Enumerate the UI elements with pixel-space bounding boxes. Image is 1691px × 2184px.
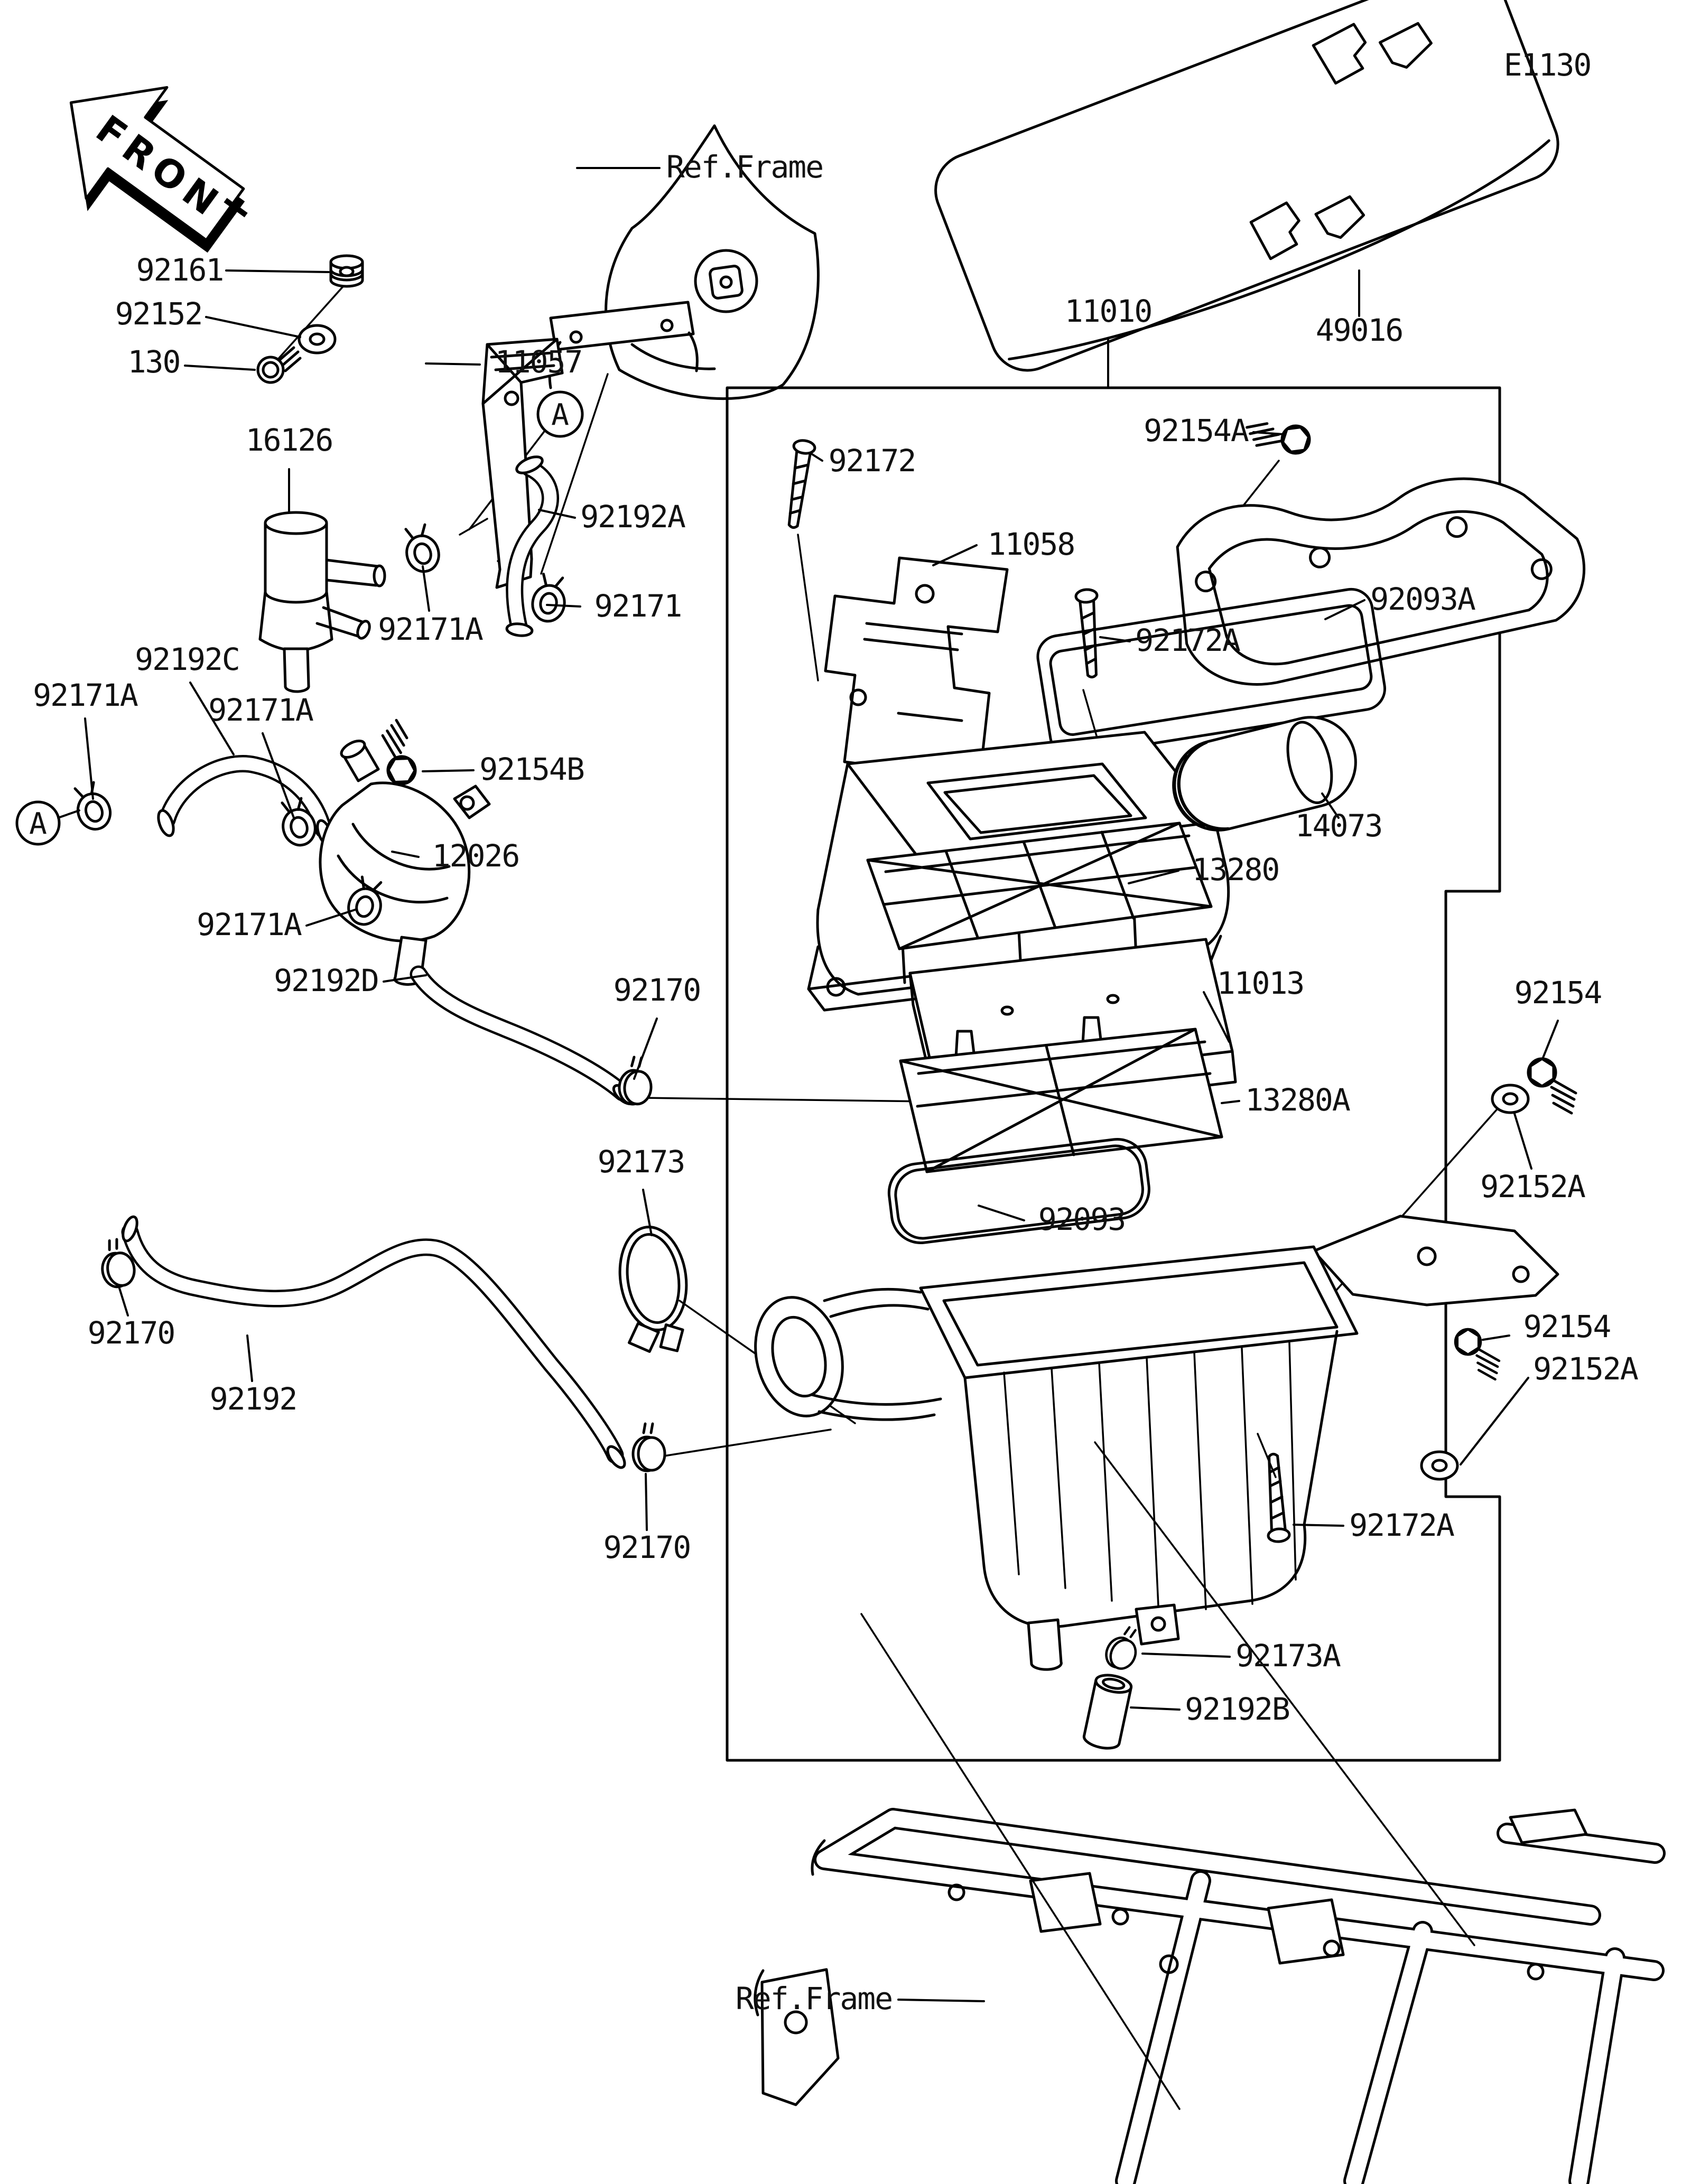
part-grommet-92152A-lower xyxy=(1421,1452,1457,1479)
part-bolt-130 xyxy=(258,348,300,382)
part-grommet-92152 xyxy=(299,325,335,353)
label-14073: 14073 xyxy=(1295,808,1382,844)
label-11057: 11057 xyxy=(495,344,582,380)
part-damper-92161 xyxy=(331,256,363,286)
label-92152A-upper: 92152A xyxy=(1480,1169,1585,1205)
part-fitting-bracket-11058 xyxy=(825,558,1007,779)
label-92093A: 92093A xyxy=(1370,581,1475,617)
part-screw-92154B xyxy=(366,718,434,789)
label-11013: 11013 xyxy=(1216,965,1304,1001)
part-element-cover xyxy=(925,0,1571,387)
label-92192C: 92192C xyxy=(135,641,239,677)
housing-arm xyxy=(1314,1216,1558,1305)
part-air-cleaner-housing xyxy=(744,1216,1558,1669)
label-13280: 13280 xyxy=(1192,852,1279,888)
part-clamp-92170-mid xyxy=(618,1056,654,1106)
valve-spigot-end2 xyxy=(355,619,371,640)
label-ref-frame-bottom: Ref.Frame xyxy=(735,1981,893,2017)
part-bolt-92154-lower xyxy=(1455,1329,1499,1379)
part-hose-92192 xyxy=(120,1215,628,1470)
label-92152: 92152 xyxy=(115,296,202,332)
housing-drain xyxy=(1028,1620,1061,1669)
housing-tab xyxy=(1136,1605,1178,1644)
label-92154-lower: 92154 xyxy=(1523,1309,1611,1345)
label-49016: 49016 xyxy=(1315,312,1403,348)
label-92192A: 92192A xyxy=(580,499,685,535)
label-92170-bottom: 92170 xyxy=(603,1529,691,1565)
label-92192D: 92192D xyxy=(274,963,378,998)
part-band-clamp-92173 xyxy=(614,1222,696,1357)
diagram-code: E1130 xyxy=(1503,47,1591,83)
part-clamp-92170-bottom xyxy=(633,1424,665,1471)
label-92173A: 92173A xyxy=(1235,1638,1340,1674)
label-11010: 11010 xyxy=(1064,293,1152,329)
label-92171: 92171 xyxy=(594,588,682,624)
label-130: 130 xyxy=(127,344,180,380)
part-bolt-92154-upper xyxy=(1528,1059,1576,1113)
part-clamp-92171 xyxy=(530,573,569,624)
housing-ribs xyxy=(1004,1343,1296,1609)
label-ref-frame-top: Ref.Frame xyxy=(666,149,823,185)
view-marker-a-left xyxy=(17,802,59,844)
hose-end xyxy=(506,623,533,637)
view-a-top-label: A xyxy=(551,398,569,432)
part-screw-92172A-lower xyxy=(1262,1453,1289,1542)
cover-outline xyxy=(925,0,1568,381)
label-92173: 92173 xyxy=(597,1144,685,1180)
label-92154-upper: 92154 xyxy=(1514,975,1602,1011)
housing-rim xyxy=(921,1247,1357,1378)
part-breather-tube-92192B xyxy=(1082,1672,1132,1751)
label-92161: 92161 xyxy=(136,252,224,288)
label-16126: 16126 xyxy=(245,422,333,458)
valve-nozzle xyxy=(284,649,309,692)
label-92170-mid: 92170 xyxy=(613,972,701,1008)
label-92172: 92172 xyxy=(828,443,916,479)
label-92172A-lower: 92172A xyxy=(1349,1507,1454,1543)
front-arrow-label: FRONT xyxy=(88,106,258,247)
part-grommet-92152A-upper xyxy=(1492,1085,1528,1113)
frame-boss-square xyxy=(709,265,742,298)
label-92171A-2: 92171A xyxy=(33,677,137,713)
label-13280A: 13280A xyxy=(1245,1082,1350,1118)
label-92170-left: 92170 xyxy=(87,1315,175,1351)
part-valve-16126 xyxy=(260,512,385,692)
label-92154B: 92154B xyxy=(479,751,584,787)
label-92192B: 92192B xyxy=(1185,1691,1289,1727)
label-92171A-1: 92171A xyxy=(378,611,482,647)
label-92154A: 92154A xyxy=(1144,413,1248,449)
view-marker-a-top xyxy=(538,392,582,436)
part-clamp-92171A-1 xyxy=(400,522,442,575)
valve-top xyxy=(265,512,327,534)
valve-spigot-end xyxy=(374,566,385,586)
label-92172A-upper: 92172A xyxy=(1135,622,1240,658)
label-92093: 92093 xyxy=(1038,1201,1126,1237)
label-92152A-lower: 92152A xyxy=(1533,1351,1638,1387)
label-92171A-3: 92171A xyxy=(208,692,313,728)
label-92192: 92192 xyxy=(209,1381,297,1417)
label-12026: 12026 xyxy=(432,838,519,874)
label-92171A-4: 92171A xyxy=(197,907,301,942)
part-hose-92192D xyxy=(419,974,636,1107)
view-a-left-label: A xyxy=(29,807,47,841)
label-11058: 11058 xyxy=(987,526,1075,562)
valve-body xyxy=(260,523,332,650)
